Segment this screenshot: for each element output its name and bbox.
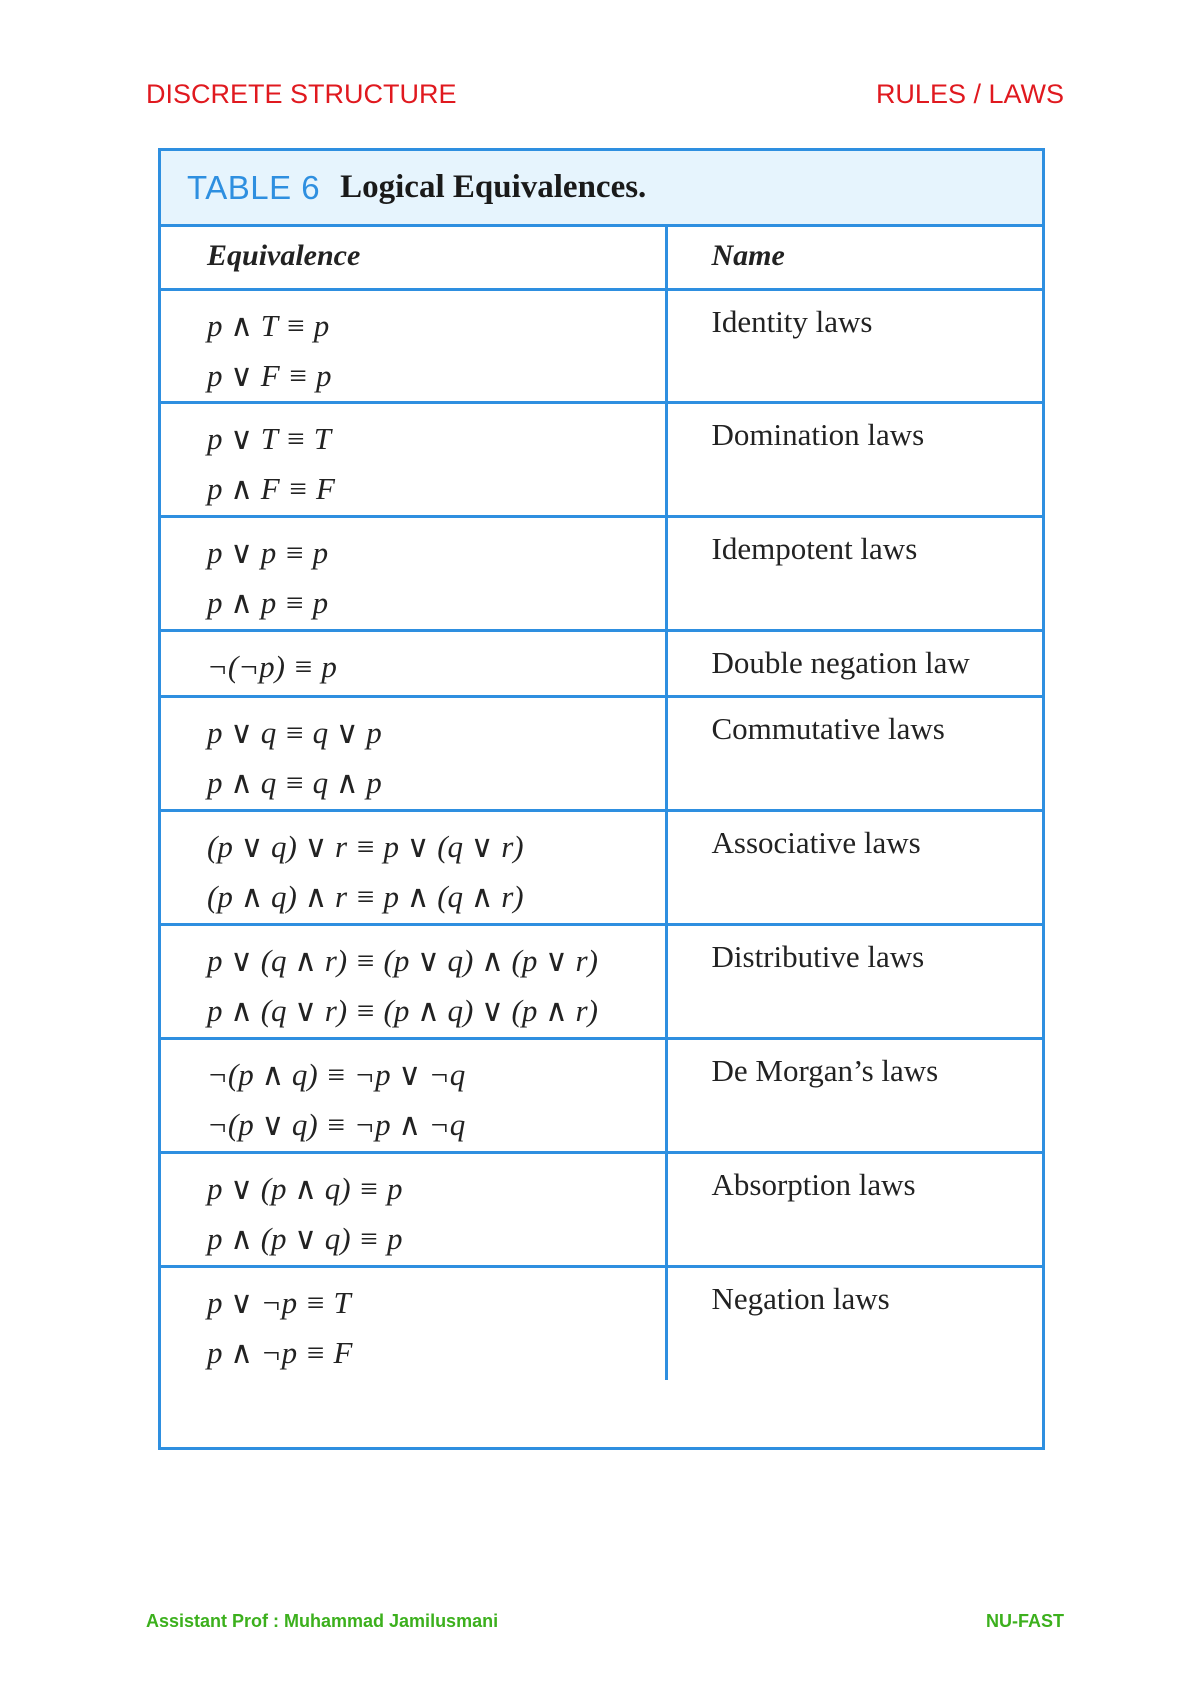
law-name-cell (666, 924, 1042, 1038)
law-name: Commutative laws (711, 710, 945, 746)
equivalence-cell (161, 516, 666, 630)
header-course-title: DISCRETE STRUCTURE (146, 78, 457, 109)
table-row (161, 924, 1042, 1038)
table-row (161, 1038, 1042, 1152)
table-number: TABLE 6 (187, 168, 321, 206)
equivalence-formula: p ∨ T ≡ T (207, 420, 332, 456)
header-section-title: RULES / LAWS (875, 78, 1064, 109)
equivalence-formula: ¬(¬p) ≡ p (207, 648, 337, 684)
equivalence-formula: p ∨ q ≡ q ∨ p (207, 714, 382, 750)
logical-equivalences-table (158, 148, 1045, 1450)
footer-institution: NU-FAST (986, 1610, 1064, 1631)
equivalence-formula: p ∨ p ≡ p (207, 534, 329, 570)
law-name: Domination laws (711, 416, 925, 452)
equivalence-formula: ¬(p ∨ q) ≡ ¬p ∧ ¬q (207, 1106, 466, 1142)
equivalence-cell (161, 402, 666, 516)
equivalence-cell (161, 1038, 666, 1152)
table-row (161, 1152, 1042, 1266)
table-row (161, 630, 1042, 696)
law-name: Idempotent laws (711, 530, 918, 566)
law-name-cell (666, 1266, 1042, 1380)
law-name-cell (666, 810, 1042, 924)
equivalence-formula: p ∧ q ≡ q ∧ p (207, 764, 382, 800)
table-row (161, 696, 1042, 810)
law-name-cell (666, 402, 1042, 516)
equivalence-cell (161, 1152, 666, 1266)
law-name-cell (666, 1152, 1042, 1266)
law-name: Negation laws (711, 1280, 890, 1316)
table-row (161, 516, 1042, 630)
table-row (161, 289, 1042, 402)
law-name-cell (666, 630, 1042, 696)
table-row (161, 402, 1042, 516)
law-name: Absorption laws (711, 1166, 916, 1202)
column-header-equivalence: Equivalence (161, 227, 666, 289)
table-row (161, 810, 1042, 924)
header-row (161, 227, 1042, 289)
column-header-name: Name (666, 227, 1042, 289)
equivalence-grid (161, 227, 1042, 1380)
law-name: Associative laws (711, 824, 921, 860)
table-caption (161, 151, 1042, 227)
law-name-cell (666, 696, 1042, 810)
equivalence-formula: (p ∧ q) ∧ r ≡ p ∧ (q ∧ r) (207, 878, 524, 914)
page-footer (146, 1606, 1064, 1636)
law-name: Double negation law (711, 644, 970, 680)
equivalence-formula: p ∧ T ≡ p (207, 307, 330, 343)
equivalence-cell (161, 289, 666, 402)
equivalence-formula: ¬(p ∧ q) ≡ ¬p ∨ ¬q (207, 1056, 466, 1092)
law-name-cell (666, 289, 1042, 402)
law-name-cell (666, 1038, 1042, 1152)
equivalence-formula: p ∨ F ≡ p (207, 357, 332, 393)
table-row (161, 1266, 1042, 1380)
footer-author: Assistant Prof : Muhammad Jamilusmani (146, 1610, 499, 1631)
table-title: Logical Equivalences. (340, 169, 647, 205)
equivalence-cell (161, 924, 666, 1038)
law-name: De Morgan’s laws (711, 1052, 939, 1088)
law-name-cell (666, 516, 1042, 630)
equivalence-formula: p ∧ F ≡ F (207, 470, 335, 506)
equivalence-formula: p ∨ (q ∧ r) ≡ (p ∨ q) ∧ (p ∨ r) (207, 942, 598, 978)
equivalence-formula: (p ∨ q) ∨ r ≡ p ∨ (q ∨ r) (207, 828, 524, 864)
equivalence-cell (161, 630, 666, 696)
equivalence-formula: p ∧ ¬p ≡ F (207, 1334, 353, 1370)
equivalence-cell (161, 810, 666, 924)
law-name: Distributive laws (711, 938, 925, 974)
law-name: Identity laws (711, 303, 873, 339)
equivalence-formula: p ∨ ¬p ≡ T (207, 1284, 351, 1320)
equivalence-formula: p ∨ (p ∧ q) ≡ p (207, 1170, 403, 1206)
equivalence-formula: p ∧ (p ∨ q) ≡ p (207, 1220, 403, 1256)
table-body (161, 289, 1042, 1380)
equivalence-formula: p ∧ p ≡ p (207, 584, 329, 620)
equivalence-cell (161, 1266, 666, 1380)
equivalence-cell (161, 696, 666, 810)
equivalence-formula: p ∧ (q ∨ r) ≡ (p ∧ q) ∨ (p ∧ r) (207, 992, 598, 1028)
page-header (146, 74, 1064, 114)
